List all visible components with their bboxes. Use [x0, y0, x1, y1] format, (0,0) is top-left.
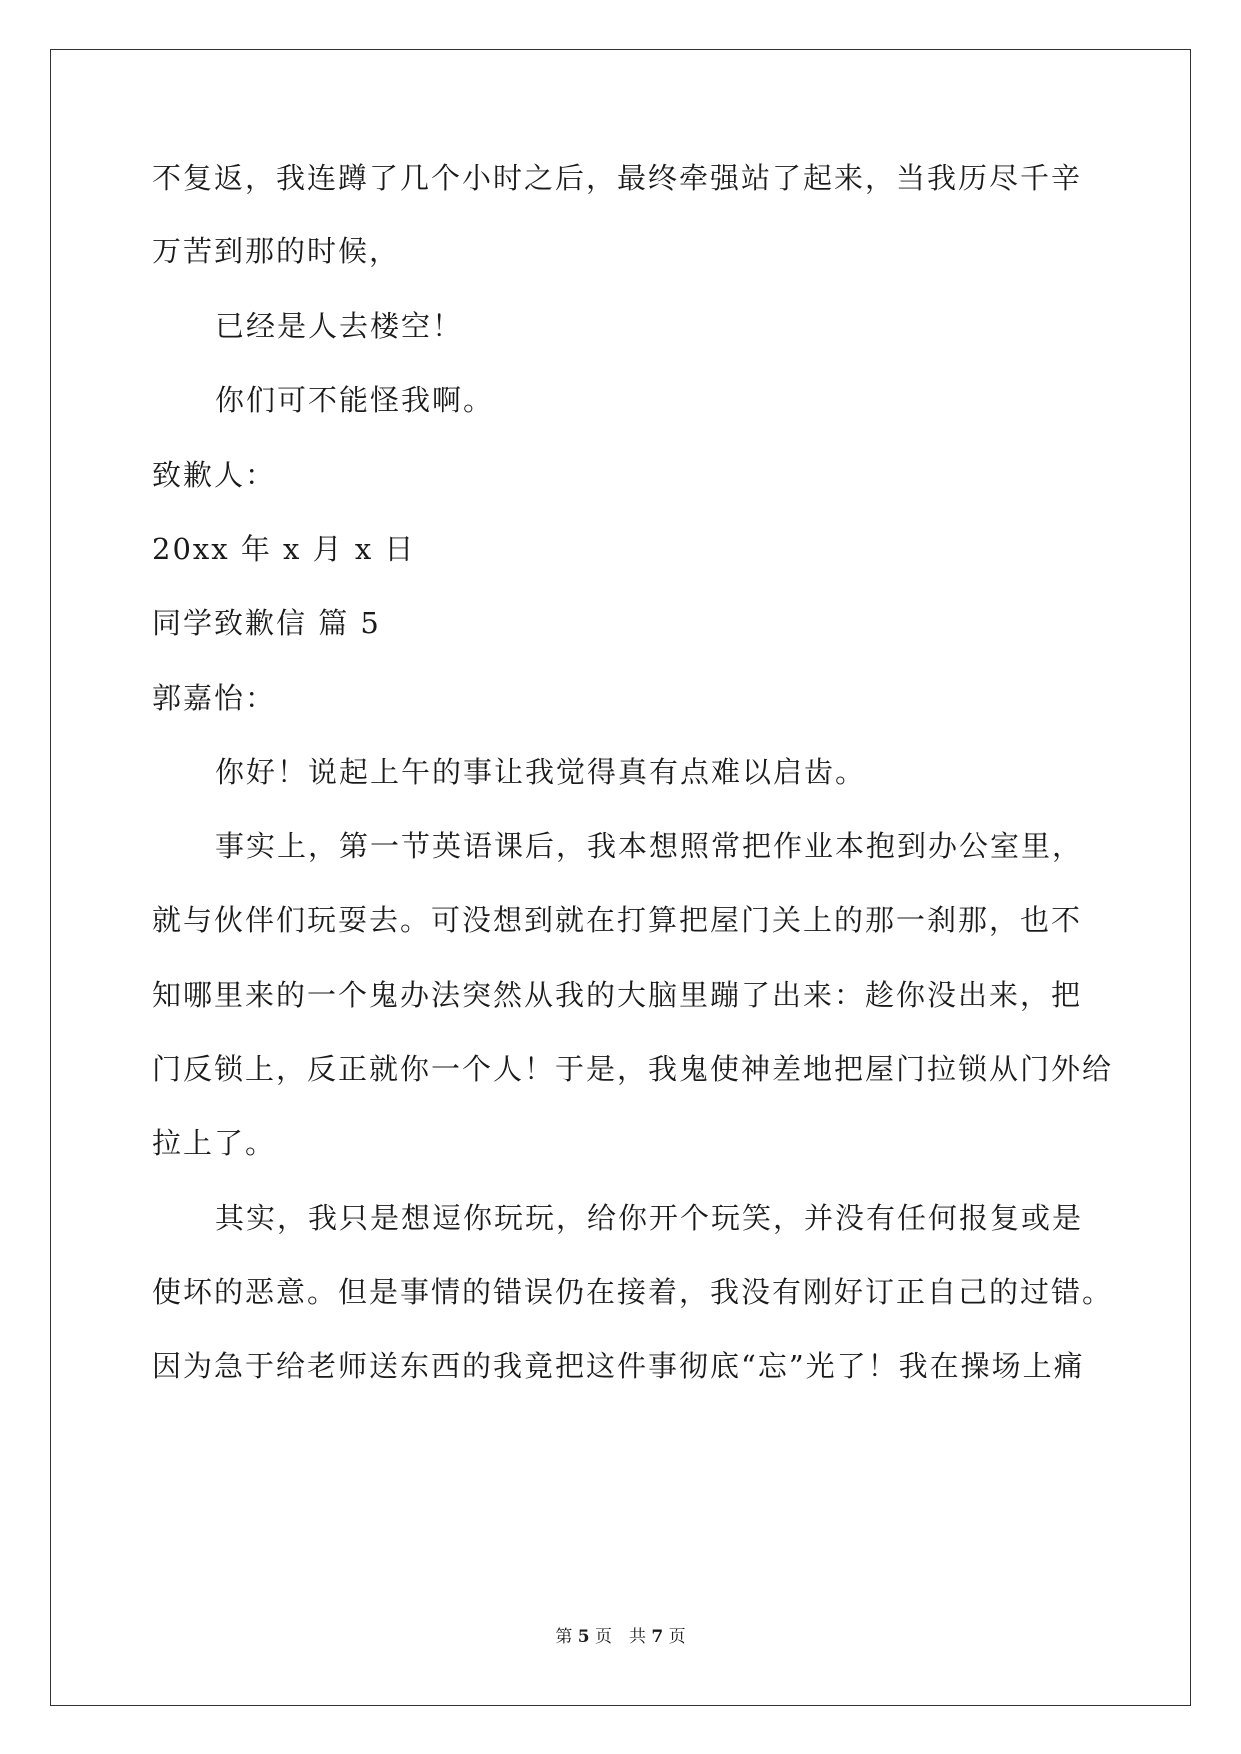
- salutation: 郭嘉怡：: [152, 681, 277, 715]
- text-line: 事实上，第一节英语课后，我本想照常把作业本抱到办公室里，: [215, 829, 1084, 863]
- text-line: 知哪里来的一个鬼办法突然从我的大脑里蹦了出来：趁你没出来，把: [152, 978, 1083, 1012]
- text-line: 门反锁上，反正就你一个人！于是，我鬼使神差地把屋门拉锁从门外给: [152, 1052, 1114, 1086]
- section-title: 同学致歉信 篇 5: [152, 606, 381, 640]
- text-line: 拉上了。: [152, 1126, 277, 1160]
- text-line: 你们可不能怪我啊。: [215, 383, 495, 417]
- current-page-number: 5: [577, 1627, 590, 1647]
- text-line: 你好！说起上午的事让我觉得真有点难以启齿。: [215, 755, 867, 789]
- text-line: 使坏的恶意。但是事情的错误仍在接着，我没有刚好订正自己的过错。: [152, 1275, 1114, 1309]
- text-line: 其实，我只是想逗你玩玩，给你开个玩笑，并没有任何报复或是: [215, 1201, 1084, 1235]
- signature-label: 致歉人：: [152, 458, 277, 492]
- footer-middle: 页 共: [595, 1627, 646, 1647]
- footer-prefix: 第: [555, 1627, 573, 1647]
- text-line: 不复返，我连蹲了几个小时之后，最终牵强站了起来，当我历尽千辛: [152, 161, 1083, 195]
- page-border: [50, 49, 1191, 1706]
- text-line: 因为急于给老师送东西的我竟把这件事彻底“忘”光了！我在操场上痛: [152, 1349, 1085, 1383]
- total-page-number: 7: [651, 1627, 664, 1647]
- text-line: 已经是人去楼空！: [215, 309, 464, 343]
- page-footer: [0, 1622, 1241, 1647]
- footer-suffix: 页: [668, 1627, 686, 1647]
- text-line: 万苦到那的时候，: [152, 234, 401, 268]
- date-line: 20xx 年 x 月 x 日: [152, 532, 416, 566]
- text-line: 就与伙伴们玩耍去。可没想到就在打算把屋门关上的那一刹那，也不: [152, 903, 1083, 937]
